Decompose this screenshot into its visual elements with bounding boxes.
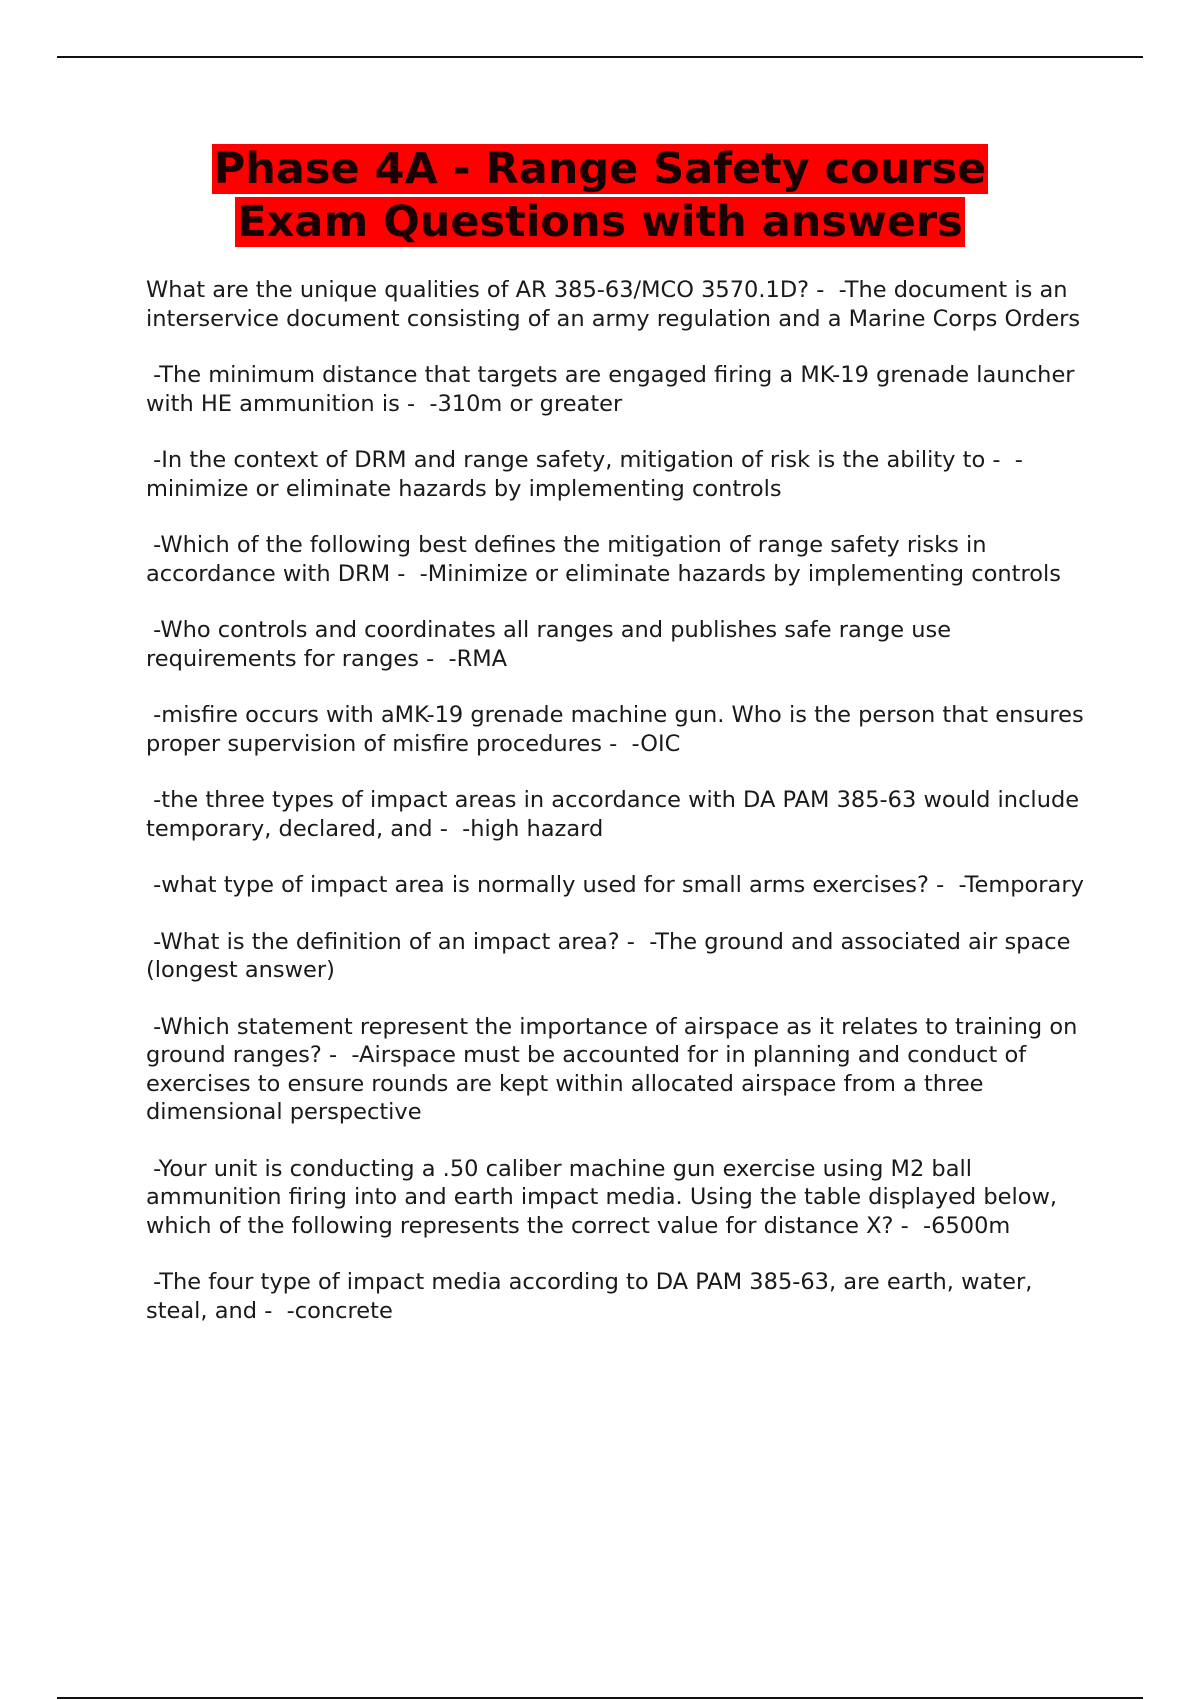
title-line-2: Exam Questions with answers xyxy=(237,197,963,247)
question-answer-3: -In the context of DRM and range safety, mitigation of risk is the ability to - -minimize or eliminate hazards by implementing controls xyxy=(146,447,1023,502)
question-answer-8: -what type of impact area is normally used for small arms exercises? - -Temporary xyxy=(146,872,1084,898)
question-answer-4: -Which of the following best defines the mitigation of range safety risks in accordance with DRM - -Minimize or eliminate hazards by implementing controls xyxy=(146,532,1061,587)
question-answer-7: -the three types of impact areas in accordance with DA PAM 385-63 would include temporary, declared, and - -high hazard xyxy=(146,787,1087,842)
question-answer-2: -The minimum distance that targets are engaged firing a MK-19 grenade launcher with HE ammunition is - -310m or greater xyxy=(146,362,1082,417)
document-title-text xyxy=(212,144,989,247)
question-list xyxy=(146,276,1096,1353)
question-answer-11: -Your unit is conducting a .50 caliber machine gun exercise using M2 ball ammunition firing into and earth impact media. Using the table displayed below, which of the following represents the correct value for distance X? - -6500m xyxy=(146,1155,1065,1239)
question-answer-5: -Who controls and coordinates all ranges and publishes safe range use requirements for ranges - -RMA xyxy=(146,617,959,672)
question-answer-12: -The four type of impact media according to DA PAM 385-63, are earth, water, steal, and - -concrete xyxy=(146,1269,1040,1324)
question-answer-9: -What is the definition of an impact area? - -The ground and associated air space (longest answer) xyxy=(146,928,1078,983)
title-line-1: Phase 4A - Range Safety course xyxy=(213,144,987,194)
question-answer-10: -Which statement represent the importance of airspace as it relates to training on ground ranges? - -Airspace must be accounted for in planning and conduct of exercises to ensure rounds are kept within allocated airspace from a three dimensional perspective xyxy=(146,1013,1085,1125)
question-answer-1: What are the unique qualities of AR 385-63/MCO 3570.1D? - -The document is an interservice document consisting of an army regulation and a Marine Corps Orders xyxy=(146,277,1081,332)
question-answer-6: -misfire occurs with aMK-19 grenade machine gun. Who is the person that ensures proper supervision of misfire procedures - -OIC xyxy=(146,702,1091,757)
header-rule xyxy=(57,56,1143,58)
document-title xyxy=(0,143,1200,249)
footer-rule xyxy=(57,1697,1143,1699)
